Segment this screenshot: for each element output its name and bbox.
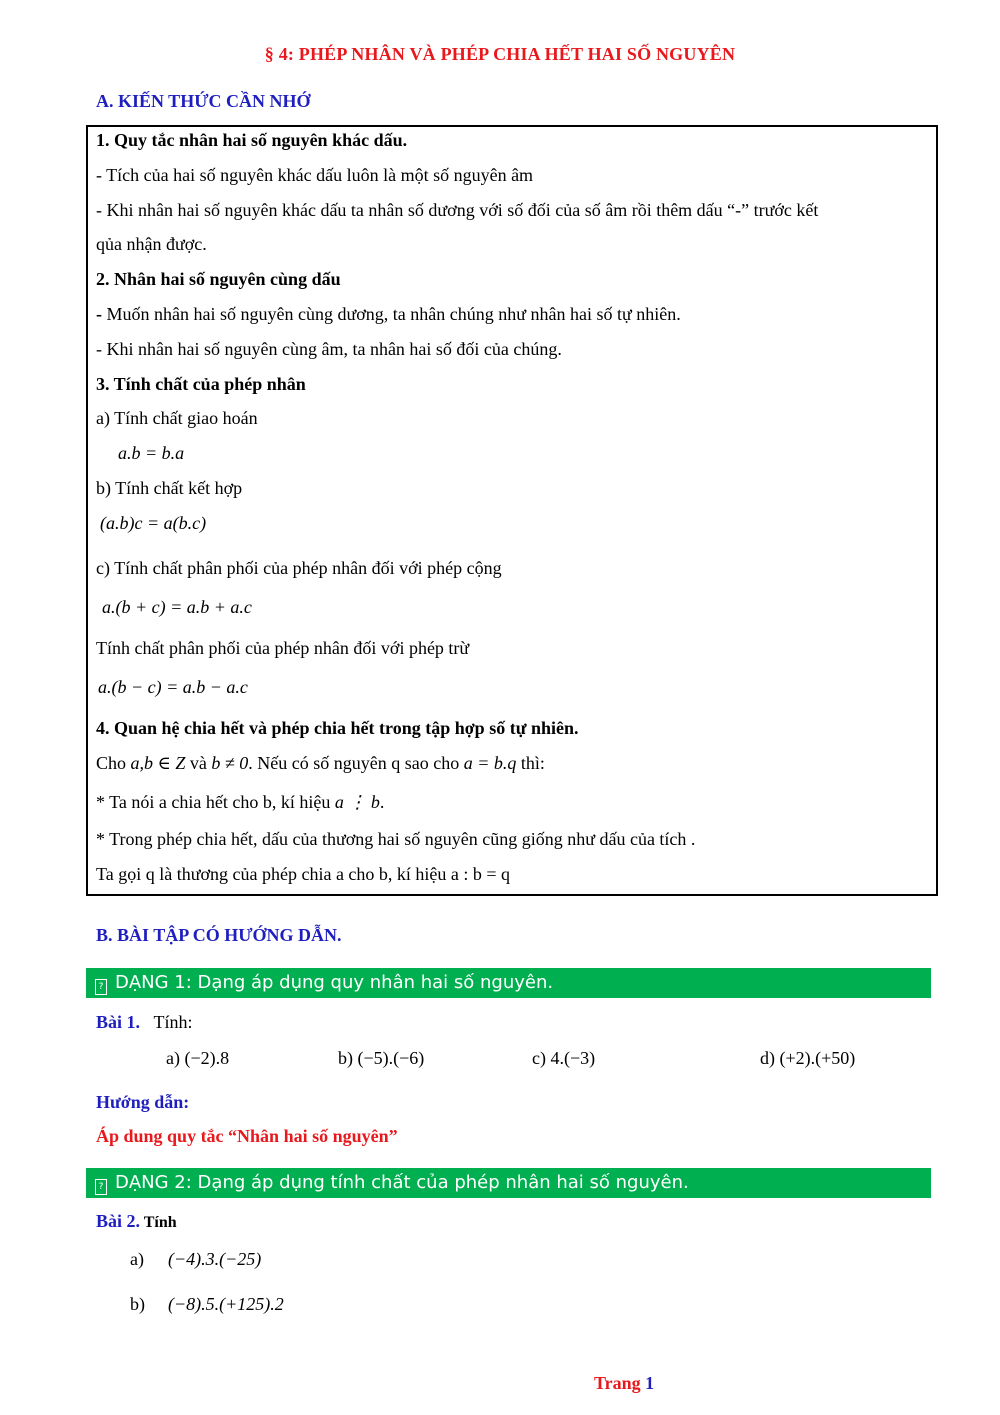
ex2-a-label: a) bbox=[130, 1249, 144, 1269]
rule1-title: 1. Quy tắc nhân hai số nguyên khác dấu. bbox=[96, 130, 408, 150]
ex2-b-expr: (−8).5.(+125).2 bbox=[168, 1294, 284, 1314]
rule4-math-nonzero: b ≠ 0 bbox=[211, 753, 249, 773]
rule1-line2: - Khi nhân hai số nguyên khác dấu ta nhân số dương với số đối của số âm rồi thêm dấu “-” trước kết bbox=[96, 200, 819, 220]
ex2-text: Tính bbox=[140, 1214, 177, 1231]
rule2-line1-text: Muốn nhân hai số nguyên cùng dương, ta nhân chúng như nhân hai số tự nhiên. bbox=[102, 304, 681, 324]
rule4-math-eq: a = b.q bbox=[463, 753, 517, 773]
type2-band bbox=[86, 1168, 931, 1198]
rule2-dash: - bbox=[96, 304, 102, 324]
rule2-title: 2. Nhân hai số nguyên cùng dấu bbox=[96, 269, 341, 289]
prop-a-formula: a.b = b.a bbox=[118, 443, 185, 463]
ex1-label: Bài 1. bbox=[96, 1012, 141, 1032]
type1-band-text: DẠNG 1: Dạng áp dụng quy nhân hai số nguyên. bbox=[115, 972, 554, 993]
footer-page-number: 1 bbox=[645, 1373, 655, 1393]
prop-c-label: c) Tính chất phân phối của phép nhân đối với phép cộng bbox=[96, 558, 502, 578]
ex1-item-a: a) (−2).8 bbox=[166, 1048, 230, 1068]
page-footer bbox=[594, 1373, 654, 1394]
page-title: § 4: PHÉP NHÂN VÀ PHÉP CHIA HẾT HAI SỐ NGUYÊN bbox=[264, 44, 736, 64]
ex2-a-expr: (−4).3.(−25) bbox=[168, 1249, 262, 1269]
ex1-item-c: c) 4.(−3) bbox=[532, 1048, 596, 1068]
prop-a-label: a) Tính chất giao hoán bbox=[96, 408, 258, 428]
ex1-item-d: d) (+2).(+50) bbox=[760, 1048, 856, 1068]
rule4-line2-pre: * Ta nói a chia hết cho b, kí hiệu bbox=[96, 792, 335, 812]
ex1-item-b: b) (−5).(−6) bbox=[338, 1048, 425, 1068]
rule4-line2 bbox=[96, 792, 384, 813]
prop-b-formula: (a.b)c = a(b.c) bbox=[100, 513, 207, 533]
rule4-line1-mid: và bbox=[185, 753, 212, 773]
section-a-heading: A. KIẾN THỨC CẦN NHỚ bbox=[96, 91, 311, 111]
prop-d-label: Tính chất phân phối của phép nhân đối với phép trừ bbox=[96, 638, 470, 658]
rule2-line1 bbox=[96, 304, 681, 325]
rule4-line3: * Trong phép chia hết, dấu của thương hai số nguyên cũng giống như dấu của tích . bbox=[96, 829, 696, 849]
rule2-line2: - Khi nhân hai số nguyên cùng âm, ta nhân hai số đối của chúng. bbox=[96, 339, 562, 359]
rule4-line1-post: thì: bbox=[516, 753, 545, 773]
type1-band bbox=[86, 968, 931, 998]
rule4-divides-symbol: a ⋮ b bbox=[334, 792, 380, 812]
guide-text: Áp dung quy tắc “Nhân hai số nguyên” bbox=[96, 1126, 398, 1146]
section-b-heading: B. BÀI TẬP CÓ HƯỚNG DẪN. bbox=[96, 925, 342, 945]
ex1-text: Tính: bbox=[153, 1012, 193, 1032]
knowledge-box bbox=[86, 125, 938, 896]
rule4-title: 4. Quan hệ chia hết và phép chia hết trong tập hợp số tự nhiên. bbox=[96, 718, 579, 738]
missing-glyph-icon: ? bbox=[95, 979, 107, 995]
footer-label: Trang bbox=[594, 1373, 641, 1393]
rule4-line2-post: . bbox=[379, 792, 385, 812]
missing-glyph-icon: ? bbox=[95, 1179, 107, 1195]
rule4-line1-mid2: . Nếu có số nguyên q sao cho bbox=[248, 753, 464, 773]
prop-c-formula: a.(b + c) = a.b + a.c bbox=[102, 597, 252, 617]
ex1-heading bbox=[96, 1012, 193, 1033]
prop-d-formula: a.(b − c) = a.b − a.c bbox=[98, 677, 248, 697]
ex2-label: Bài 2. bbox=[96, 1211, 141, 1231]
guide-label: Hướng dẫn: bbox=[96, 1092, 190, 1112]
rule4-line1-pre: Cho bbox=[96, 753, 131, 773]
ex2-b-label: b) bbox=[130, 1294, 145, 1314]
rule1-line1: - Tích của hai số nguyên khác dấu luôn là một số nguyên âm bbox=[96, 165, 534, 185]
rule1-line3: qủa nhận được. bbox=[96, 234, 207, 254]
prop-b-label: b) Tính chất kết hợp bbox=[96, 478, 243, 498]
type2-band-text: DẠNG 2: Dạng áp dụng tính chất của phép nhân hai số nguyên. bbox=[115, 1172, 689, 1193]
rule4-math-set: a,b ∈ Z bbox=[130, 753, 186, 773]
rule4-line1 bbox=[96, 753, 545, 774]
rule4-line4: Ta gọi q là thương của phép chia a cho b, kí hiệu a : b = q bbox=[96, 864, 511, 884]
ex2-heading bbox=[96, 1211, 177, 1232]
rule3-title: 3. Tính chất của phép nhân bbox=[96, 374, 306, 394]
